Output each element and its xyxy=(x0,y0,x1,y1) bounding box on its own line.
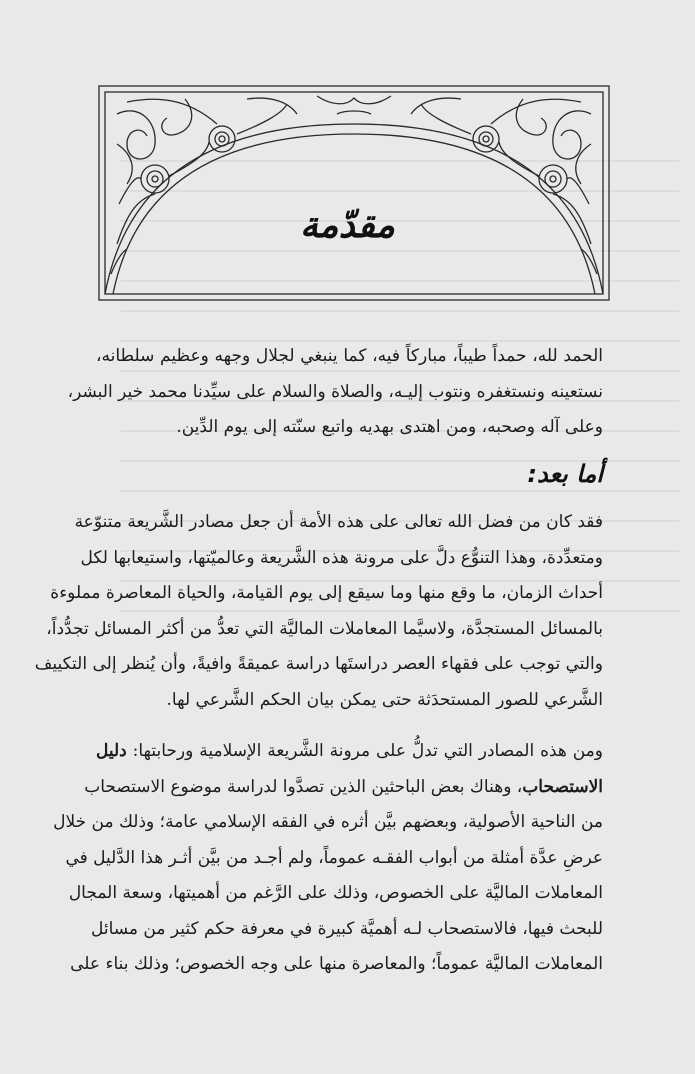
paragraph-2 xyxy=(53,734,603,983)
paragraph-line: الشَّرعي للصور المستحدَثة حتى يمكن بيان الحكم الشَّرعي لها. xyxy=(166,689,603,710)
paragraph-line: فقد كان من فضل الله تعالى على هذه الأمة أن جعل مصادر الشَّريعة متنوّعة xyxy=(74,512,603,532)
paragraph-line: من الناحية الأصولية، وبعضهم بيَّن أثره في الفقه الإسلامي عامة؛ وذلك من خلال xyxy=(53,812,603,832)
paragraph-line: أحداث الزمان، ما وقع منها وما سيقع إلى يوم القيامة، والحياة المعاصرة مملوءة xyxy=(50,583,603,603)
paragraph-1 xyxy=(34,505,603,718)
paragraph-line: للبحث فيها، فالاستصحاب لـه أهميَّة كبيرة في معرفة حكم كثير من مسائل xyxy=(90,918,603,939)
intro-line: الحمد لله، حمداً طيباً، مباركاً فيه، كما ينبغي لجلال وجهه وعظيم سلطانه، xyxy=(96,346,603,366)
page-heading: مقدّمة xyxy=(300,205,395,246)
ornamental-arch-frame xyxy=(97,84,611,302)
paragraph-line: ومن هذه المصادر التي تدلُّ على مرونة الشَّريعة الإسلامية ورحابتها: دليل xyxy=(96,741,603,761)
section-subheading: أما بعد: xyxy=(527,460,603,488)
paragraph-line: الاستصحاب، وهناك بعض الباحثين الذين تصدَّوا لدراسة موضوع الاستصحاب xyxy=(84,776,603,797)
paragraph-line: المعاملات الماليَّة على الخصوص، وذلك على الرَّغم من أهميتها، وسعة المجال xyxy=(68,883,603,903)
intro-line: وعلى آله وصحبه، ومن اهتدى بهديه واتبع سنّته إلى يوم الدِّين. xyxy=(176,417,603,437)
bold-term: دليل xyxy=(96,741,127,761)
bold-term: الاستصحاب xyxy=(522,776,603,797)
paragraph-line: عرضِ عدَّة أمثلة من أبواب الفقـه عموماً، ولم أجـد من بيَّن أثـر هذا الدَّليل في xyxy=(65,847,603,868)
paragraph-line: بالمسائل المستجدَّة، ولاسيَّما المعاملات الماليَّة التي تعدُّ من أكثر المسائل تجدُّداً، xyxy=(46,618,603,639)
intro-paragraph xyxy=(67,339,603,446)
paragraph-line: ومتعدِّدة، وهذا التنوُّع دلَّ على مرونة هذه الشَّريعة وعالميّتها، واستيعابها لكل xyxy=(80,547,603,568)
paragraph-line: والتي توجب على فقهاء العصر دراستَها دراسة عميقةً وافيةً، وأن يُنظر إلى التكييف xyxy=(34,654,603,674)
paragraph-line: المعاملات الماليَّة عموماً؛ والمعاصرة منها على وجه الخصوص؛ وذلك بناء على xyxy=(70,954,603,974)
intro-line: نستعينه ونستغفره ونتوب إليـه، والصلاة والسلام على سيِّدنا محمد خير البشر، xyxy=(67,381,603,402)
